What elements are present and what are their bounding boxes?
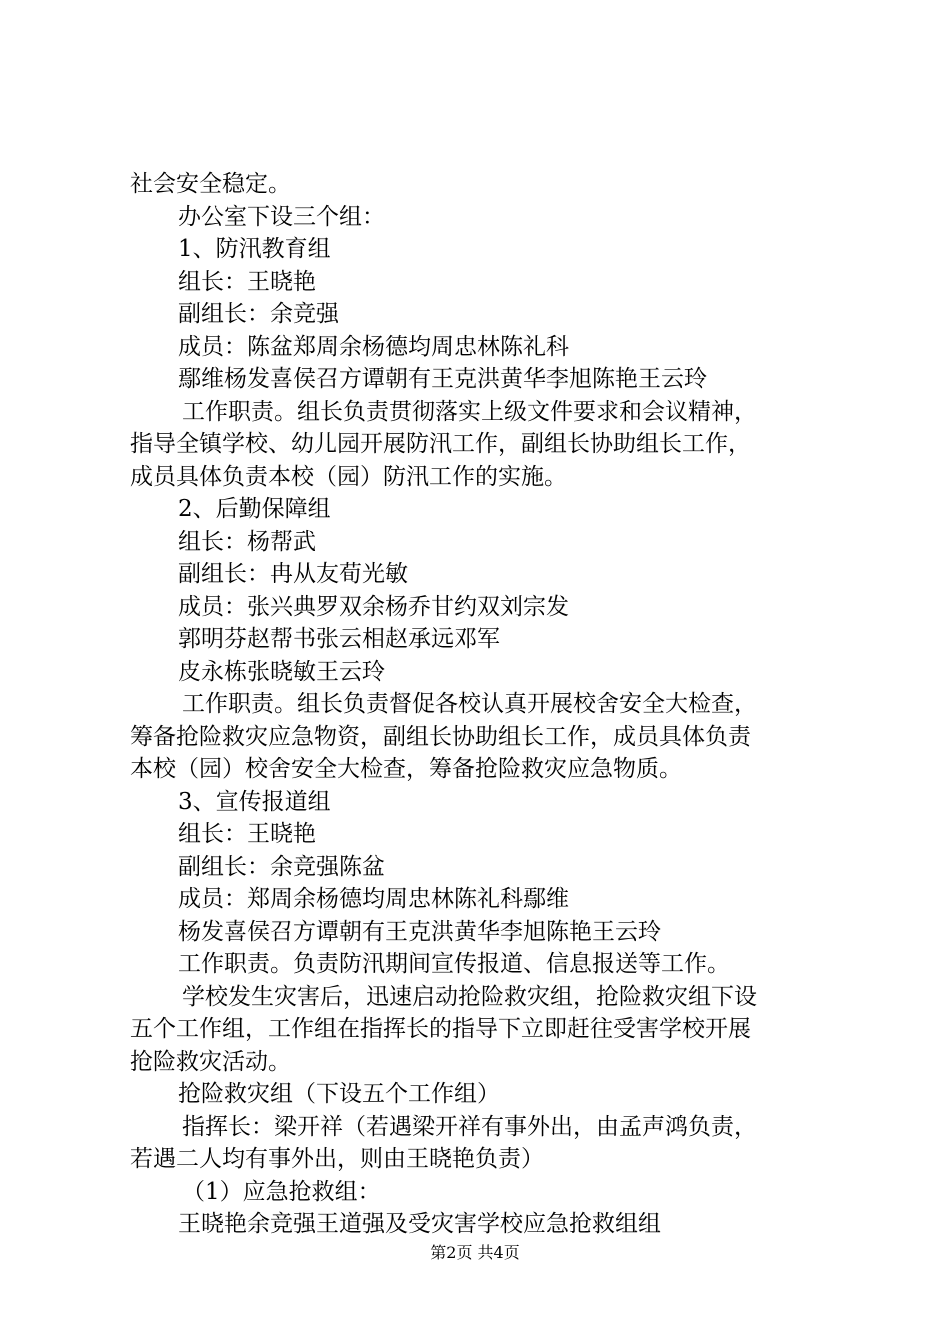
section-heading: 2、后勤保障组 xyxy=(178,496,331,522)
document-body xyxy=(130,168,830,1241)
section-heading: 抢险救灾组（下设五个工作组） xyxy=(178,1081,500,1107)
text-line: 指导全镇学校、幼儿园开展防汛工作，副组长协助组长工作， xyxy=(130,431,751,457)
text-line: 成员：张兴典罗双余杨乔甘约双刘宗发 xyxy=(178,593,569,620)
text-line: 郭明芬赵帮书张云相赵承远邓军 xyxy=(178,626,500,652)
text-line: 筹备抢险救灾应急物资，副组长协助组长工作，成员具体负责 xyxy=(130,723,751,750)
text-line: 副组长：余竞强 xyxy=(178,301,339,327)
text-line: 王晓艳余竞强王道强及受灾害学校应急抢救组组 xyxy=(178,1211,661,1237)
text-line: 副组长：冉从友荀光敏 xyxy=(178,561,408,587)
text-line: 副组长：余竞强陈盆 xyxy=(178,853,385,880)
section-heading: 3、宣传报道组 xyxy=(178,788,331,815)
text-line: 组长：杨帮武 xyxy=(178,528,316,555)
text-line: 组长：王晓艳 xyxy=(178,821,316,847)
text-line: 抢险救灾活动。 xyxy=(130,1048,291,1075)
text-line: 办公室下设三个组： xyxy=(178,203,385,230)
text-line: 鄢维杨发喜侯召方谭朝有王克洪黄华李旭陈艳王云玲 xyxy=(178,366,707,392)
text-line: 本校（园）校舍安全大检查，筹备抢险救灾应急物质。 xyxy=(130,756,682,782)
text-line: 成员：陈盆郑周余杨德均周忠林陈礼科 xyxy=(178,333,569,360)
text-line: 组长：王晓艳 xyxy=(178,268,316,295)
text-line: 成员具体负责本校（园）防汛工作的实施。 xyxy=(130,463,567,490)
text-line: 学校发生灾害后，迅速启动抢险救灾组，抢险救灾组下设 xyxy=(182,983,757,1010)
text-line: 若遇二人均有事外出，则由王晓艳负责） xyxy=(130,1146,544,1172)
text-line: 杨发喜侯召方谭朝有王克洪黄华李旭陈艳王云玲 xyxy=(178,918,661,945)
text-line: 社会安全稳定。 xyxy=(130,171,291,197)
section-heading: 1、防汛教育组 xyxy=(178,236,331,262)
text-line: 工作职责。负责防汛期间宣传报道、信息报送等工作。 xyxy=(178,951,730,977)
text-line: 指挥长：梁开祥（若遇梁开祥有事外出，由孟声鸿负责， xyxy=(182,1113,757,1140)
text-line: 成员：郑周余杨德均周忠林陈礼科鄢维 xyxy=(178,886,569,912)
page-number: 第2页 共4页 xyxy=(430,1243,520,1262)
text-line: 工作职责。组长负责督促各校认真开展校舍安全大检查， xyxy=(182,691,757,717)
text-line: 五个工作组，工作组在指挥长的指导下立即赶往受害学校开展 xyxy=(130,1016,751,1042)
text-line: 皮永栋张晓敏王云玲 xyxy=(178,658,385,685)
text-line: （1）应急抢救组： xyxy=(182,1178,381,1205)
text-line: 工作职责。组长负责贯彻落实上级文件要求和会议精神， xyxy=(182,398,757,425)
